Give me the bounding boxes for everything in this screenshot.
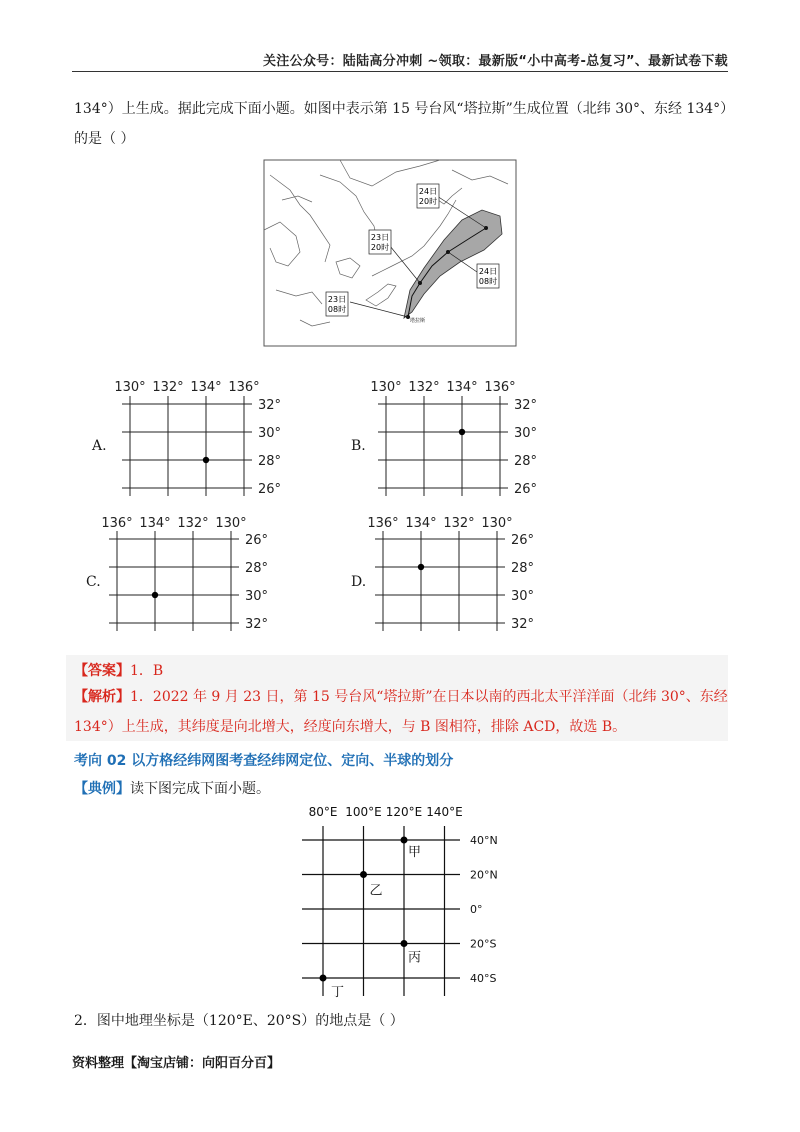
longitude-label: 134° xyxy=(190,380,222,395)
option-b-grid xyxy=(370,380,537,497)
latitude-label: 32° xyxy=(245,617,269,632)
longitude-label: 130° xyxy=(370,380,402,395)
time-label-4 xyxy=(326,292,348,316)
analysis-line1 xyxy=(74,686,734,708)
page-header: 关注公众号：陆陆高分冲刺 ~领取：最新版“小中高考-总复习”、最新试卷下载 xyxy=(262,54,728,69)
page-footer: 资料整理【淘宝店铺：向阳百分百】 xyxy=(72,1056,281,1071)
location-point xyxy=(418,564,424,570)
time-label-3 xyxy=(477,264,499,288)
example-tag: 【典例】 xyxy=(74,781,130,797)
question1-line1: 134°）上生成。据此完成下面小题。如图中表示第 15 号台风“塔拉斯”生成位置（北纬 30°、东经 134°） xyxy=(74,101,735,117)
longitude-label: 132° xyxy=(443,516,475,531)
longitude-label: 136° xyxy=(484,380,516,395)
latitude-label: 28° xyxy=(511,561,535,576)
latitude-label: 28° xyxy=(258,454,282,469)
option-d-grid xyxy=(367,516,534,632)
example-line xyxy=(74,778,270,798)
longitude-label: 132° xyxy=(408,380,440,395)
longitude-label: 80°E xyxy=(308,805,338,819)
longitude-label: 132° xyxy=(152,380,184,395)
latitude-label: 26° xyxy=(245,533,269,548)
longitude-label: 130° xyxy=(481,516,513,531)
latitude-label: 30° xyxy=(258,426,282,441)
option-c-label[interactable]: C. xyxy=(86,574,101,590)
latitude-label: 26° xyxy=(514,482,538,497)
longitude-label: 120°E xyxy=(385,805,423,819)
svg-text:08时: 08时 xyxy=(327,305,347,314)
longitude-label: 134° xyxy=(446,380,478,395)
latitude-label: 26° xyxy=(258,482,282,497)
point-label: 甲 xyxy=(408,845,422,860)
latitude-label: 0° xyxy=(470,903,483,916)
answer-tag: 【答案】 xyxy=(74,663,130,679)
option-c-grid xyxy=(101,516,268,632)
location-point xyxy=(401,940,408,947)
typhoon-map xyxy=(264,160,516,346)
point-label: 丁 xyxy=(331,985,345,1000)
question2-text: 2．图中地理坐标是（120°E、20°S）的地点是（ ） xyxy=(74,1013,404,1029)
point-label: 丙 xyxy=(408,950,422,966)
longitude-label: 130° xyxy=(114,380,146,395)
lat-lon-grid-figure xyxy=(302,805,498,1000)
svg-text:23日: 23日 xyxy=(370,233,390,242)
example-text: 读下图完成下面小题。 xyxy=(130,781,270,797)
option-d-label[interactable]: D. xyxy=(351,574,367,590)
longitude-label: 136° xyxy=(228,380,260,395)
latitude-label: 28° xyxy=(245,561,269,576)
svg-text:20时: 20时 xyxy=(370,243,390,252)
analysis-text-1: 1．2022 年 9 月 23 日，第 15 号台风“塔拉斯”在日本以南的西北太平洋洋面（北纬 30°、东经 xyxy=(130,689,728,705)
location-point xyxy=(320,975,327,982)
location-point xyxy=(459,429,465,435)
longitude-label: 100°E xyxy=(345,805,382,819)
longitude-label: 130° xyxy=(215,516,247,531)
latitude-label: 20°N xyxy=(470,868,498,882)
latitude-label: 40°N xyxy=(470,834,498,847)
origin-label: 塔拉斯 xyxy=(410,318,426,324)
analysis-line2: 134°）上生成，其纬度是向北增大，经度向东增大，与 B 图相符，排除 ACD，故选 B。 xyxy=(74,719,627,735)
svg-text:24日: 24日 xyxy=(478,267,498,276)
latitude-label: 32° xyxy=(511,617,535,632)
time-label-2 xyxy=(369,230,391,254)
option-a-grid xyxy=(114,380,281,497)
longitude-label: 140°E xyxy=(426,805,463,819)
latitude-label: 30° xyxy=(245,589,269,604)
longitude-label: 132° xyxy=(177,516,209,531)
analysis-tag: 【解析】 xyxy=(74,689,130,705)
svg-text:20时: 20时 xyxy=(418,197,438,206)
section-title: 考向 02 以方格经纬网图考查经纬网定位、定向、半球的划分 xyxy=(74,753,454,769)
answer-line xyxy=(74,660,163,682)
location-point xyxy=(401,837,408,844)
latitude-label: 26° xyxy=(511,533,535,548)
latitude-label: 30° xyxy=(514,426,538,441)
longitude-label: 134° xyxy=(139,516,171,531)
location-point xyxy=(152,592,158,598)
location-point xyxy=(203,457,209,463)
svg-text:08时: 08时 xyxy=(478,277,498,286)
point-label: 乙 xyxy=(369,883,383,899)
latitude-label: 28° xyxy=(514,454,538,469)
latitude-label: 32° xyxy=(258,398,282,413)
answer-text: 1．B xyxy=(130,663,164,679)
latitude-label: 20°S xyxy=(470,937,497,951)
option-b-label[interactable]: B. xyxy=(351,438,366,454)
option-a-label[interactable]: A. xyxy=(92,438,107,454)
longitude-label: 136° xyxy=(101,516,133,531)
longitude-label: 136° xyxy=(367,516,399,531)
latitude-label: 30° xyxy=(511,589,535,604)
svg-text:23日: 23日 xyxy=(327,295,347,304)
time-label-1 xyxy=(417,184,439,208)
svg-text:24日: 24日 xyxy=(418,187,438,196)
latitude-label: 40°S xyxy=(470,972,497,985)
longitude-label: 134° xyxy=(405,516,437,531)
latitude-label: 32° xyxy=(514,398,538,413)
location-point xyxy=(360,871,367,878)
question1-line2: 的是（ ） xyxy=(74,131,135,147)
